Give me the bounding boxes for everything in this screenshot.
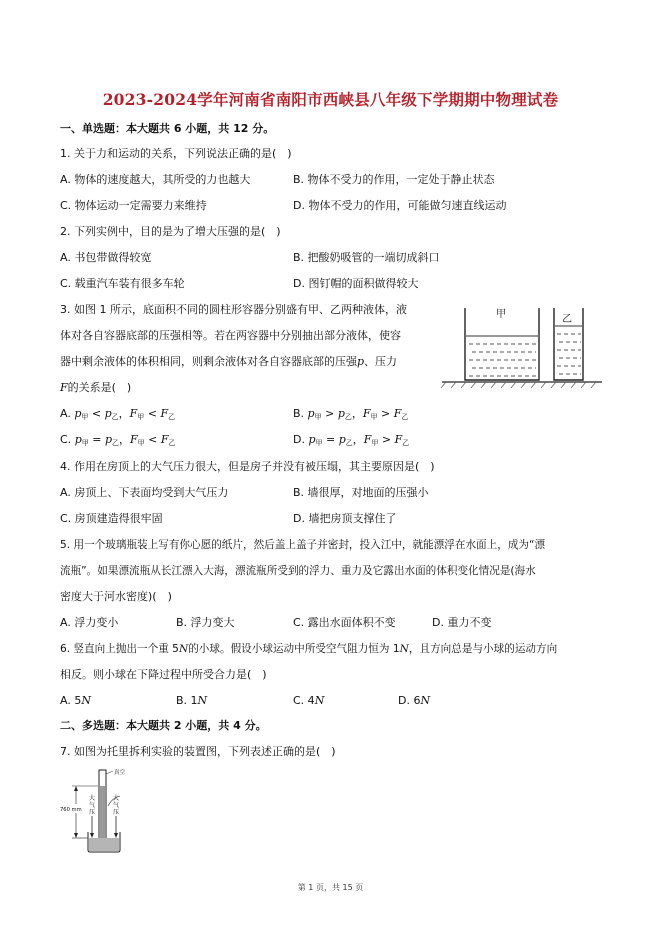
question-5-stem-line-3: 密度大于河水密度)( ) xyxy=(60,590,172,603)
section-heading-multiple-choice: 二、多选题：本大题共 2 小题，共 4 分。 xyxy=(60,719,267,732)
question-5-stem-line-1: 5. 用一个玻璃瓶装上写有你心愿的纸片，然后盖上盖子并密封，投入江中，就能漂浮在水面上，成为“漂 xyxy=(60,539,546,551)
figure-height-label: 760 mm xyxy=(60,807,82,813)
figure-1-containers xyxy=(436,300,606,390)
question-2-stem: 2. 下列实例中，目的是为了增大压强的是( ) xyxy=(60,225,281,238)
figure-atm-label-left: 大气压 xyxy=(89,795,96,816)
question-2-option-b: B. 把酸奶吸管的一端切成斜口 xyxy=(293,251,440,264)
question-4-option-a: A. 房顶上、下表面均受到大气压力 xyxy=(60,486,229,499)
question-1-option-a: A. 物体的速度越大，其所受的力也越大 xyxy=(60,173,251,186)
question-4-option-d: D. 墙把房顶支撑住了 xyxy=(293,512,397,525)
section-heading-single-choice: 一、单选题：本大题共 6 小题，共 12 分。 xyxy=(60,122,275,135)
question-6-stem-line-2: 相反。则小球在下降过程中所受合力是( ) xyxy=(60,668,267,681)
question-4-option-c: C. 房顶建造得很牢固 xyxy=(60,512,163,525)
figure-atm-label-right: 大气压 xyxy=(113,795,120,816)
question-6-option-b: B. 1N xyxy=(176,694,208,707)
page-title: 2023-2024学年河南省南阳市西峡县八年级下学期期中物理试卷 xyxy=(102,90,559,109)
question-4-stem: 4. 作用在房顶上的大气压力很大，但是房子并没有被压塌，其主要原因是( ) xyxy=(60,460,435,473)
question-2-option-d: D. 图钉帽的面积做得较大 xyxy=(293,277,419,290)
question-1-option-d: D. 物体不受力的作用，可能做匀速直线运动 xyxy=(293,199,507,212)
question-3-stem-line-4: F的关系是( ) xyxy=(60,381,132,394)
question-3-option-d: D. $p_甲 = p_乙$，$F_甲 > F_乙$ xyxy=(293,433,410,447)
page-footer: 第 1 页，共 15 页 xyxy=(297,883,364,892)
question-2-option-a: A. 书包带做得较宽 xyxy=(60,251,152,264)
question-6-option-d: D. 6N xyxy=(398,694,431,707)
question-3-stem-line-1: 3. 如图 1 所示，底面积不同的圆柱形容器分别盛有甲、乙两种液体，液 xyxy=(60,303,407,316)
question-5-option-d: D. 重力不变 xyxy=(432,616,492,629)
question-5-option-c: C. 露出水面体积不变 xyxy=(293,616,396,629)
question-3-option-a: A. $p_甲 < p_乙$，$F_甲 < F_乙$ xyxy=(60,407,176,421)
question-1-stem: 1. 关于力和运动的关系，下列说法正确的是( ) xyxy=(60,147,292,160)
question-6-option-c: C. 4N xyxy=(293,694,325,707)
question-5-option-b: B. 浮力变大 xyxy=(176,616,235,629)
question-2-option-c: C. 载重汽车装有很多车轮 xyxy=(60,277,185,290)
question-1-option-b: B. 物体不受力的作用，一定处于静止状态 xyxy=(293,173,495,186)
question-3-option-b: B. $p_甲 > p_乙$，$F_甲 > F_乙$ xyxy=(293,407,409,421)
figure-label-jia: 甲 xyxy=(496,309,506,320)
question-1-option-c: C. 物体运动一定需要力来维持 xyxy=(60,199,207,212)
figure-label-yi: 乙 xyxy=(562,314,572,325)
question-7-stem: 7. 如图为托里拆利实验的装置图，下列表述正确的是( ) xyxy=(60,745,336,758)
question-6-stem-line-1: 6. 竖直向上抛出一个重 5N的小球。假设小球运动中所受空气阻力恒为 1N，且方向总是与小球的运动方向 xyxy=(60,643,558,655)
question-4-option-b: B. 墙很厚，对地面的压强小 xyxy=(293,486,429,499)
question-3-option-c: C. $p_甲 = p_乙$，$F_甲 < F_乙$ xyxy=(60,433,176,447)
figure-torricelli-apparatus xyxy=(58,766,148,856)
question-5-option-a: A. 浮力变小 xyxy=(60,616,119,629)
question-5-stem-line-2: 流瓶”。如果漂流瓶从长江漂入大海，漂流瓶所受到的浮力、重力及它露出水面的体积变化情况是(海水 xyxy=(60,565,536,577)
question-6-option-a: A. 5N xyxy=(60,694,91,707)
question-3-stem-line-3: 器中剩余液体的体积相同，则剩余液体对各自容器底部的压强p、压力 xyxy=(60,355,398,368)
figure-vacuum-label: 真空 xyxy=(114,770,126,776)
question-3-stem-line-2: 体对各自容器底部的压强相等。若在两容器中分别抽出部分液体，使容 xyxy=(60,329,401,342)
